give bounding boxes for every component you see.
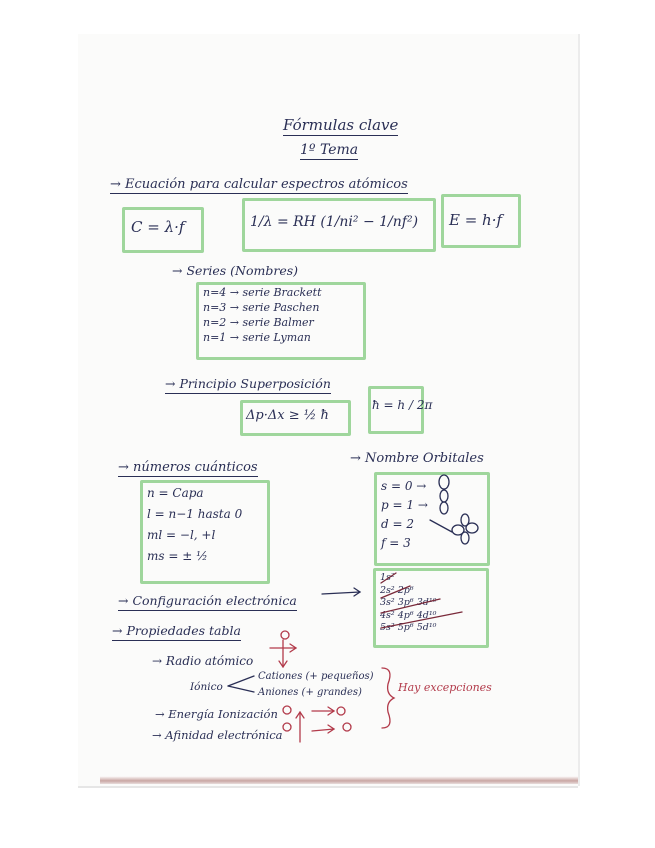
s-orbital-sketch	[439, 475, 449, 489]
page-title: Fórmulas clave	[283, 116, 399, 134]
series-heading: → Series (Nombres)	[172, 263, 299, 278]
quantum-l: l = n−1 hasta 0	[147, 507, 243, 521]
formula-energy: E = h·f	[449, 211, 503, 229]
config-line-4: 4s² 4p⁶ 4d¹⁰	[380, 609, 437, 621]
prop-afinidad: → Afinidad electrónica	[152, 728, 283, 742]
config-arrow	[322, 592, 360, 594]
prop-ionico: Iónico	[190, 681, 223, 693]
formula-hbar: ħ = h / 2π	[372, 398, 433, 412]
series-item-brackett: n=4 → serie Brackett	[203, 286, 322, 299]
quantum-ms: ms = ± ½	[147, 549, 208, 563]
prop-radio: → Radio atómico	[152, 654, 254, 668]
quantum-heading: → números cuánticos	[118, 460, 258, 475]
page-subtitle: 1º Tema	[300, 142, 359, 158]
series-item-lyman: n=1 → serie Lyman	[203, 331, 311, 344]
formula-uncertainty: Δp·Δx ≥ ½ ħ	[246, 408, 329, 423]
config-line-2: 2s² 2p⁶	[380, 584, 414, 596]
p-orbital-sketch	[440, 490, 448, 502]
section-spectra-heading: → Ecuación para calcular espectros atómicos	[110, 177, 408, 192]
formula-rydberg: 1/λ = RH (1/ni² − 1/nf²)	[250, 214, 419, 230]
note-exceptions: Hay excepciones	[398, 681, 492, 694]
quantum-ml: ml = −l, +l	[147, 528, 216, 542]
exceptions-brace	[382, 668, 394, 728]
config-heading: → Configuración electrónica	[118, 595, 297, 611]
config-line-5: 5s² 5p⁶ 5d¹⁰	[380, 622, 437, 633]
config-line-1: 1s²	[380, 572, 395, 583]
quantum-n: n = Capa	[147, 486, 204, 500]
orbital-p: p = 1 →	[381, 498, 428, 512]
props-heading: → Propiedades tabla	[112, 625, 241, 641]
orbital-f: f = 3	[381, 536, 411, 550]
orbitals-heading: → Nombre Orbitales	[350, 451, 484, 466]
prop-cationes: Cationes (+ pequeños)	[258, 671, 374, 682]
prop-aniones: Aniones (+ grandes)	[258, 687, 362, 698]
formula-c: C = λ·f	[131, 218, 185, 236]
series-item-balmer: n=2 → serie Balmer	[203, 316, 314, 329]
prop-energia: → Energía Ionización	[155, 707, 278, 721]
orbital-d: d = 2	[381, 517, 414, 531]
config-line-3: 3s² 3p⁶ 3d¹⁰	[380, 597, 437, 608]
series-item-paschen: n=3 → serie Paschen	[203, 301, 320, 314]
orbital-s: s = 0 →	[381, 479, 427, 493]
principle-heading: → Principio Superposición	[165, 378, 331, 394]
